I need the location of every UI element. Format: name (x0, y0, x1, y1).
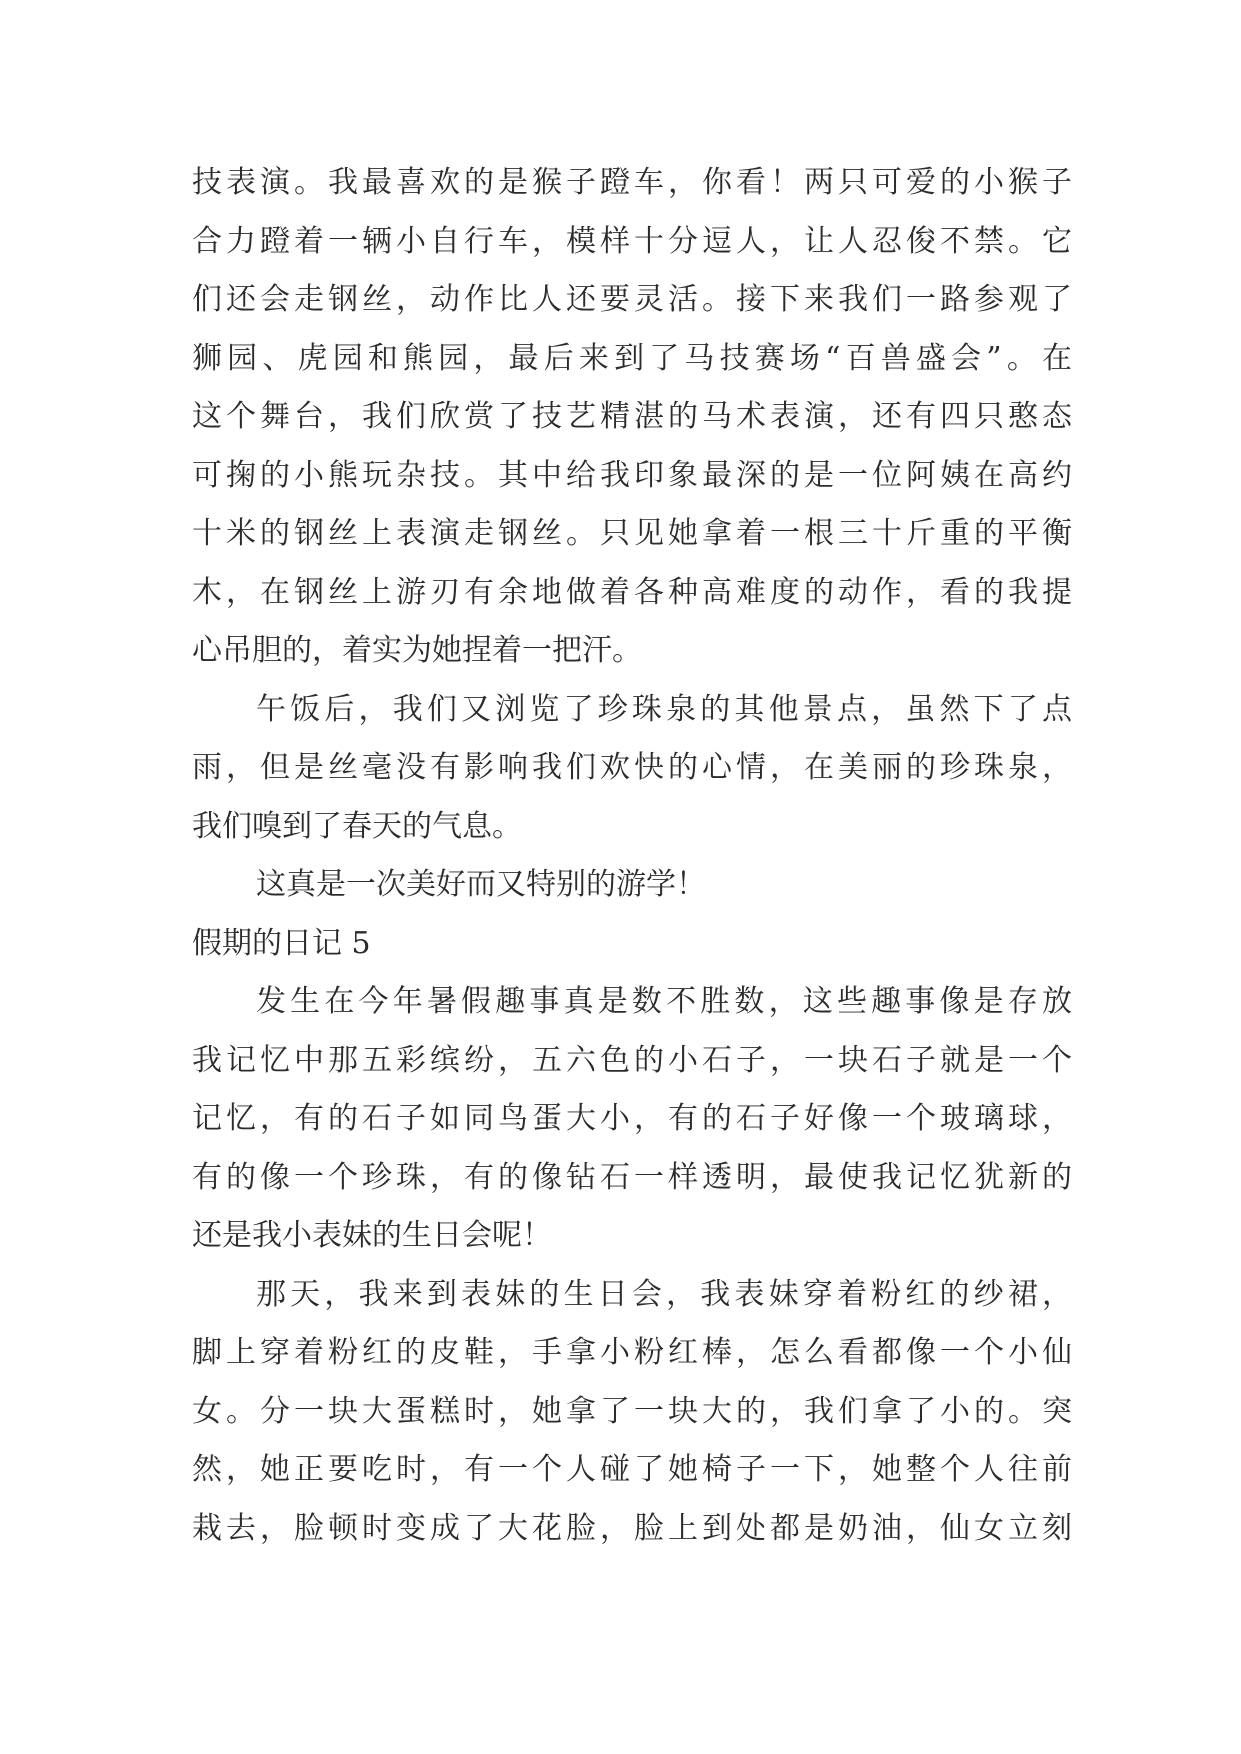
text-line: 木，在钢丝上游刃有余地做着各种高难度的动作，看的我提 (192, 574, 1072, 610)
text-line: 脚上穿着粉红的皮鞋，手拿小粉红棒，怎么看都像一个小仙 (192, 1335, 1072, 1370)
text-line: 有的像一个珍珠，有的像钻石一样透明，最使我记忆犹新的 (192, 1159, 1072, 1195)
text-line: 我记忆中那五彩缤纷，五六色的小石子，一块石子就是一个 (192, 1042, 1072, 1078)
text-line: 还是我小表妹的生日会呢！ (192, 1218, 552, 1253)
text-line: 十米的钢丝上表演走钢丝。只见她拿着一根三十斤重的平衡 (192, 516, 1072, 551)
text-line: 那天，我来到表妹的生日会，我表妹穿着粉红的纱裙， (256, 1276, 1072, 1312)
text-line: 技表演。我最喜欢的是猴子蹬车，你看！两只可爱的小猴子 (192, 165, 1072, 200)
text-line: 们还会走钢丝，动作比人还要灵活。接下来我们一路参观了 (192, 282, 1072, 317)
text-line: 然，她正要吃时，有一个人碰了她椅子一下，她整个人往前 (192, 1452, 1072, 1487)
text-line: 狮园、虎园和熊园，最后来到了马技赛场“百兽盛会”。在 (192, 340, 1072, 376)
text-line: 栽去，脸顿时变成了大花脸，脸上到处都是奶油，仙女立刻 (192, 1510, 1072, 1546)
text-line: 记忆，有的石子如同鸟蛋大小，有的石子好像一个玻璃球， (192, 1101, 1072, 1136)
text-line: 我们嗅到了春天的气息。 (192, 808, 522, 844)
text-line: 可掬的小熊玩杂技。其中给我印象最深的是一位阿姨在高约 (192, 457, 1072, 493)
text-line: 女。分一块大蛋糕时，她拿了一块大的，我们拿了小的。突 (192, 1393, 1072, 1429)
text-line: 雨，但是丝毫没有影响我们欢快的心情，在美丽的珍珠泉， (192, 750, 1072, 785)
text-line: 这真是一次美好而又特别的游学！ (256, 867, 706, 902)
text-line: 发生在今年暑假趣事真是数不胜数，这些趣事像是存放 (256, 984, 1072, 1019)
text-line: 合力蹬着一辆小自行车，模样十分逗人，让人忍俊不禁。它 (192, 223, 1072, 259)
document-body (192, 154, 1072, 1558)
text-line: 这个舞台，我们欣赏了技艺精湛的马术表演，还有四只憨态 (192, 399, 1072, 434)
section-heading: 假期的日记 5 (192, 925, 371, 961)
text-line: 心吊胆的，着实为她捏着一把汗。 (192, 633, 642, 668)
text-line: 午饭后，我们又浏览了珍珠泉的其他景点，虽然下了点 (256, 691, 1072, 727)
